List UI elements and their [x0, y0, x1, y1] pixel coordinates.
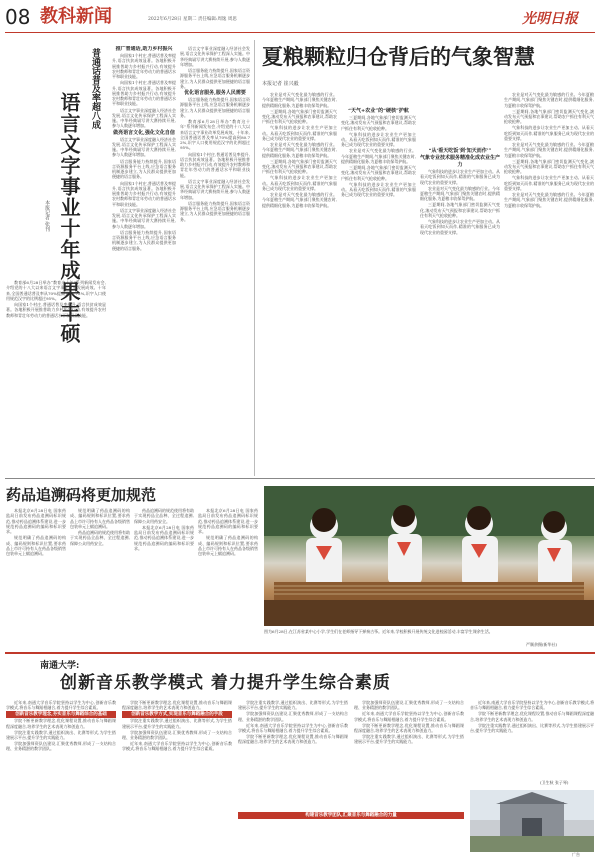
section-title: 教科新闻 — [40, 6, 112, 27]
drug-paragraph: 药品追溯码的规范使用将有助于实现药品全品种、全过程追溯,保障公众用药安全。 — [134, 508, 194, 524]
feature-paragraph: 农业是对天气变化最为敏感的行业。今年夏粮生产期间,气象部门聚焦关键农时,提供精细化服务,为夏粮丰收保驾护航。 — [504, 192, 594, 208]
lead-body-col2 — [180, 46, 250, 430]
bottom-paragraph: 近年来,南通大学音乐学院坚持以学生为中心,创新音乐教学模式,将音乐与舞蹈相融合,着力提升学生综合素质。 — [6, 700, 116, 711]
bottom-kicker: 南通大学: — [40, 661, 80, 671]
feature-paragraph: 气象科技的进步让农业生产更加主动。从看天吃饭到知天而作,精准的气象服务已成为现代农业的重要支撑。 — [341, 131, 416, 148]
bottom-paragraph: 学院注重实践教学,通过组织演出、比赛等形式,为学生搭建展示平台,提升学生的实践能力。 — [354, 734, 464, 745]
masthead-meta: 2022年6月28日 星期二 责任编辑:周逸 周思 — [148, 17, 237, 22]
lead-paragraph: 语言服务能力持续提升,国家语言资源服务平台上线,应急语言服务机制逐步建立,为人民群众提供更加便捷的语言服务。 — [112, 158, 176, 180]
lead-paragraph: 语言服务能力持续提升,国家语言资源服务平台上线,应急语言服务机制逐步建立,为人民群众提供更加便捷的语言服务。 — [180, 67, 250, 89]
feature-col1 — [262, 92, 337, 476]
feature-paragraph: 三夏期间,各地气象部门密切监测天气变化,滚动发布天气预报和农事建议,帮助农户抓住有利天气抢收抢种。 — [341, 115, 416, 131]
photo-credit: 严顺余摄(新华社) — [526, 642, 558, 647]
feature-col4 — [504, 92, 594, 476]
lead-paragraph: 语言文字事业深度融入经济社会发展,语言文化传承保护工程深入实施。中华经典诵写讲大赛持续开展,参与人数逐年增加。 — [112, 107, 176, 129]
school-photo — [470, 790, 594, 852]
feature-pull-1: “天气+农业”的“硬核”护航 — [348, 108, 409, 114]
section-divider — [5, 652, 595, 654]
drug-paragraph: 规范明确了药品追溯码的构成、编码规则和标识位置,要求药品上市许可持有人在药品各级销售包装单元上赋追溯码。 — [6, 535, 66, 557]
feature-paragraph: 气象科技的进步让农业生产更加主动。从看天吃饭到知天而作,精准的气象服务已成为现代农业的重要支撑。 — [504, 175, 594, 192]
feature-byline: 本报记者 崔兴毅 — [262, 81, 299, 87]
feature-pull-2: “从‘看天吃饭’到‘知天而作’” — [428, 148, 492, 154]
lead-paragraph: 语言文字事业深度融入经济社会发展,语言文化传承保护工程深入实施。中华经典诵写讲大赛持续开展,参与人数逐年增加。 — [180, 178, 250, 200]
section-divider — [5, 478, 595, 479]
bottom-subhead-2: 创新音乐教学方式,实现音乐与舞蹈融合的手段 — [122, 711, 232, 718]
drug-col3 — [134, 508, 194, 648]
bottom-paragraph: 学院注重实践教学,通过组织演出、比赛等形式,为学生搭建展示平台,提升学生的实践能力。 — [122, 718, 232, 729]
feature-paragraph: 农业是对天气变化最为敏感的行业。今年夏粮生产期间,气象部门聚焦关键农时,提供精细化服务,为夏粮丰收保驾护航。 — [504, 92, 594, 108]
lead-kicker: 普通话普及率超八成 — [90, 48, 100, 129]
feature-paragraph: 农业是对天气变化最为敏感的行业。今年夏粮生产期间,气象部门聚焦关键农时,提供精细化服务,为夏粮丰收保驾护航。 — [504, 142, 594, 158]
lead-paragraph: 语言服务能力持续提升,国家语言资源服务平台上线,应急语言服务机制逐步建立,为人民群众提供更加便捷的语言服务。 — [180, 200, 250, 222]
drug-paragraph: 规范明确了药品追溯码的构成、编码规则和标识位置,要求药品上市许可持有人在药品各级销售包装单元上赋追溯码。 — [70, 508, 130, 529]
lead-paragraph: 语言文字事业深度融入经济社会发展,语言文化传承保护工程深入实施。中华经典诵写讲大赛持续开展,参与人数逐年增加。 — [112, 207, 176, 229]
bottom-paragraph: 学院不断更新教学理念,优化课程设置,推动音乐与舞蹈课程深度融合,培养学生的艺术表现力和创造力。 — [122, 700, 232, 711]
bottom-paragraph: 学院不断更新教学理念,优化课程设置,推动音乐与舞蹈课程深度融合,培养学生的艺术表现力和创造力。 — [470, 711, 594, 722]
lead-paragraph: 语言文字事业深度融入经济社会发展,语言文化传承保护工程深入实施。中华经典诵写讲大赛持续开展,参与人数逐年增加。 — [180, 46, 250, 67]
lead-body-col1 — [112, 46, 176, 430]
bottom-paragraph: 学院不断更新教学理念,优化课程设置,推动音乐与舞蹈课程深度融合,培养学生的艺术表现力和创造力。 — [6, 718, 116, 729]
feature-paragraph: 农业是对天气变化最为敏感的行业。今年夏粮生产期间,气象部门聚焦关键农时,提供精细化服务,为夏粮丰收保驾护航。 — [262, 192, 337, 208]
bottom-col5 — [470, 700, 594, 782]
bottom-paragraph: 近年来,南通大学音乐学院坚持以学生为中心,创新音乐教学模式,将音乐与舞蹈相融合,着力提升学生综合素质。 — [122, 741, 232, 752]
bottom-paragraph: 近年来,南通大学音乐学院坚持以学生为中心,创新音乐教学模式,将音乐与舞蹈相融合,着力提升学生综合素质。 — [470, 700, 594, 711]
lead-subhead-2: 做亮语言文化,强化文化自信 — [113, 129, 175, 136]
drug-col4 — [198, 508, 258, 648]
feature-paragraph: 气象科技的进步让农业生产更加主动。从看天吃饭到知天而作,精准的气象服务已成为现代农业的重要支撑。 — [420, 219, 500, 235]
bottom-col2 — [122, 700, 232, 858]
feature-paragraph: 农业是对天气变化最为敏感的行业。今年夏粮生产期间,气象部门聚焦关键农时,提供精细化服务,为夏粮丰收保驾护航。 — [420, 185, 500, 202]
lead-paragraph: 语言文字事业深度融入经济社会发展,语言文化传承保护工程深入实施。中华经典诵写讲大赛持续开展,参与人数逐年增加。 — [112, 136, 176, 158]
masthead — [0, 0, 600, 44]
feature-paragraph: 三夏期间,各地气象部门密切监测天气变化,滚动发布天气预报和农事建议,帮助农户抓住有利天气抢收抢种。 — [420, 202, 500, 218]
drug-col2 — [70, 508, 130, 648]
feature-pull-3: 气象专业技术服务精准化成农业生产力 — [420, 155, 500, 168]
drug-headline: 药品追溯码将更加规范 — [6, 486, 157, 504]
bottom-col4 — [354, 700, 464, 858]
masthead-rule — [5, 32, 595, 33]
lead-paragraph: 语言服务能力持续提升,国家语言资源服务平台上线,应急语言服务机制逐步建立,为人民群众提供更加便捷的语言服务。 — [180, 96, 250, 118]
drug-paragraph: 本报北京6月28日电 国家药监局日前发布药品追溯码标识规范,推动药品追溯体系建设,进一步规范药品追溯码的编码和标识要求。 — [134, 524, 194, 551]
paper-logo: 光明日报 — [522, 11, 578, 27]
lead-subhead-3: 优化语言服务,服务人民需要 — [184, 89, 246, 96]
lead-headline: 语言文字事业十年成果丰硕 — [57, 92, 81, 344]
bottom-paragraph: 近年来,南通大学音乐学院坚持以学生为中心,创新音乐教学模式,将音乐与舞蹈相融合,着力提升学生综合素质。 — [238, 722, 348, 734]
lead-paragraph: 向国家1个村庄,普通话普及率提升,语言扶贫成效显著。各地积极开展推普助力乡村振兴行动,有效提升农村教师和青壮年劳动力的普通话水平和职业技能。 — [112, 53, 176, 80]
news-photo — [264, 486, 594, 626]
bottom-paragraph: 学院不断更新教学理念,优化课程设置,推动音乐与舞蹈课程深度融合,培养学生的艺术表现力和创造力。 — [238, 734, 348, 745]
feature-paragraph: 三夏期间,各地气象部门密切监测天气变化,滚动发布天气预报和农事建议,帮助农户抓住有利天气抢收抢种。 — [504, 158, 594, 175]
lead-body-col0 — [6, 280, 106, 430]
column-divider — [254, 40, 255, 476]
lead-byline: 本报记者 张刊 — [44, 200, 50, 232]
feature-paragraph: 三夏期间,各地气象部门密切监测天气变化,滚动发布天气预报和农事建议,帮助农户抓住有利天气抢收抢种。 — [262, 158, 337, 175]
feature-paragraph: 三夏期间,各地气象部门密切监测天气变化,滚动发布天气预报和农事建议,帮助农户抓住有利天气抢收抢种。 — [504, 108, 594, 125]
building-illustration — [470, 790, 594, 852]
feature-paragraph: 气象科技的进步让农业生产更加主动。从看天吃饭到知天而作,精准的气象服务已成为现代农业的重要支撑。 — [341, 181, 416, 198]
bottom-credit: (卫生秋 张子琴) — [540, 780, 569, 785]
lead-subhead-1: 推广普通话,助力乡村振兴 — [115, 46, 173, 52]
feature-paragraph: 三夏期间,各地气象部门密切监测天气变化,滚动发布天气预报和农事建议,帮助农户抓住有利天气抢收抢种。 — [341, 165, 416, 181]
feature-paragraph: 气象科技的进步让农业生产更加主动。从看天吃饭到知天而作,精准的气象服务已成为现代农业的重要支撑。 — [420, 169, 500, 185]
lead-paragraph: 向国家1个村庄,普通话普及率提升,语言扶贫成效显著。各地积极开展推普助力乡村振兴行动,有效提升农村教师和青壮年劳动力的普通话水平和职业技能。 — [6, 301, 106, 318]
bottom-paragraph: 学院加强师资队伍建设,汇聚优秀教师,形成了一支结构合理、业务精湛的教学团队。 — [122, 729, 232, 741]
feature-paragraph: 农业是对天气变化最为敏感的行业。今年夏粮生产期间,气象部门聚焦关键农时,提供精细化服务,为夏粮丰收保驾护航。 — [262, 142, 337, 158]
feature-paragraph: 农业是对天气变化最为敏感的行业。今年夏粮生产期间,气象部门聚焦关键农时,提供精细化服务,为夏粮丰收保驾护航。 — [341, 148, 416, 164]
feature-paragraph: 农业是对天气变化最为敏感的行业。今年夏粮生产期间,气象部门聚焦关键农时,提供精细化服务,为夏粮丰收保驾护航。 — [262, 92, 337, 108]
lead-paragraph: 语言服务能力持续提升,国家语言资源服务平台上线,应急语言服务机制逐步建立,为人民群众提供更加便捷的语言服务。 — [112, 229, 176, 251]
feature-headline: 夏粮颗粒归仓背后的气象智慧 — [262, 45, 535, 69]
photo-caption: 图为6月28日,在江苏省某中心小学,学生们在老师指导下弹奏古筝。近年来,学校积极开展传统文化进校园活动,丰富学生课余生活。 — [264, 629, 493, 634]
bottom-paragraph: 学院加强师资队伍建设,汇聚优秀教师,形成了一支结构合理、业务精湛的教学团队。 — [238, 711, 348, 722]
lead-paragraph: 向国家1个村庄,普通话普及率提升,语言扶贫成效显著。各地积极开展推普助力乡村振兴行动,有效提升农村教师和青壮年劳动力的普通话水平和职业技能。 — [180, 151, 250, 178]
feature-paragraph: 气象科技的进步让农业生产更加主动。从看天吃饭到知天而作,精准的气象服务已成为现代农业的重要支撑。 — [262, 125, 337, 141]
drug-paragraph: 本报北京6月28日电 国家药监局日前发布药品追溯码标识规范,推动药品追溯体系建设,进一步规范药品追溯码的编码和标识要求。 — [198, 508, 258, 535]
bottom-paragraph: 近年来,南通大学音乐学院坚持以学生为中心,创新音乐教学模式,将音乐与舞蹈相融合,着力提升学生综合素质。 — [354, 711, 464, 722]
bottom-headline: 创新音乐教学模式 着力提升学生综合素质 — [60, 673, 391, 693]
bottom-paragraph: 学院不断更新教学理念,优化课程设置,推动音乐与舞蹈课程深度融合,培养学生的艺术表现力和创造力。 — [354, 722, 464, 734]
feature-paragraph: 气象科技的进步让农业生产更加主动。从看天吃饭到知天而作,精准的气象服务已成为现代农业的重要支撑。 — [504, 125, 594, 141]
lead-paragraph: 向国家1个村庄,普通话普及率提升,语言扶贫成效显著。各地积极开展推普助力乡村振兴行动,有效提升农村教师和青壮年劳动力的普通话水平和职业技能。 — [112, 180, 176, 207]
lead-paragraph: 教育部6月28日举办“教育这十年”系列新闻发布会,介绍党的十八大以来语言文字事业改革发展成效。十年来,全国普通话普及率从70%提高到80.72%,识字人口使用规范汉字的比例超过95%。 — [180, 118, 250, 151]
bottom-col3 — [238, 700, 348, 858]
drug-paragraph: 本报北京6月28日电 国家药监局日前发布药品追溯码标识规范,推动药品追溯体系建设,进一步规范药品追溯码的编码和标识要求。 — [6, 508, 66, 535]
bottom-col1 — [6, 700, 116, 858]
bottom-subhead-1: 创新音乐教学理念,夯实音乐与舞蹈综合的基础 — [6, 711, 116, 718]
bottom-subhead-3: 构建音乐教学团队,汇聚音乐与舞蹈融合的力量 — [238, 812, 464, 819]
drug-col1 — [6, 508, 66, 648]
bottom-paragraph: 学院注重实践教学,通过组织演出、比赛等形式,为学生搭建展示平台,提升学生的实践能力。 — [238, 700, 348, 711]
drug-paragraph: 规范明确了药品追溯码的构成、编码规则和标识位置,要求药品上市许可持有人在药品各级销售包装单元上赋追溯码。 — [198, 535, 258, 557]
drug-paragraph: 药品追溯码的规范使用将有助于实现药品全品种、全过程追溯,保障公众用药安全。 — [70, 529, 130, 546]
feature-paragraph: 气象科技的进步让农业生产更加主动。从看天吃饭到知天而作,精准的气象服务已成为现代农业的重要支撑。 — [262, 175, 337, 192]
bottom-paragraph: 学院注重实践教学,通过组织演出、比赛等形式,为学生搭建展示平台,提升学生的实践能力。 — [470, 722, 594, 734]
lead-paragraph: 教育部6月28日举办“教育这十年”系列新闻发布会,介绍党的十八大以来语言文字事业改革发展成效。十年来,全国普通话普及率从70%提高到80.72%,识字人口使用规范汉字的比例超过95%。 — [6, 280, 106, 301]
bottom-paragraph: 学院加强师资队伍建设,汇聚优秀教师,形成了一支结构合理、业务精湛的教学团队。 — [354, 700, 464, 711]
feature-col3 — [420, 92, 500, 476]
lead-paragraph: 向国家1个村庄,普通话普及率提升,语言扶贫成效显著。各地积极开展推普助力乡村振兴行动,有效提升农村教师和青壮年劳动力的普通话水平和职业技能。 — [112, 80, 176, 107]
bottom-paragraph: 学院加强师资队伍建设,汇聚优秀教师,形成了一支结构合理、业务精湛的教学团队。 — [6, 741, 116, 752]
page-number: 08 — [5, 5, 31, 29]
photo-illustration — [264, 486, 594, 626]
feature-paragraph: 三夏期间,各地气象部门密切监测天气变化,滚动发布天气预报和农事建议,帮助农户抓住有利天气抢收抢种。 — [262, 108, 337, 125]
ad-label: 广告 — [572, 852, 580, 857]
bottom-paragraph: 学院注重实践教学,通过组织演出、比赛等形式,为学生搭建展示平台,提升学生的实践能力。 — [6, 729, 116, 741]
feature-col2 — [341, 92, 416, 476]
